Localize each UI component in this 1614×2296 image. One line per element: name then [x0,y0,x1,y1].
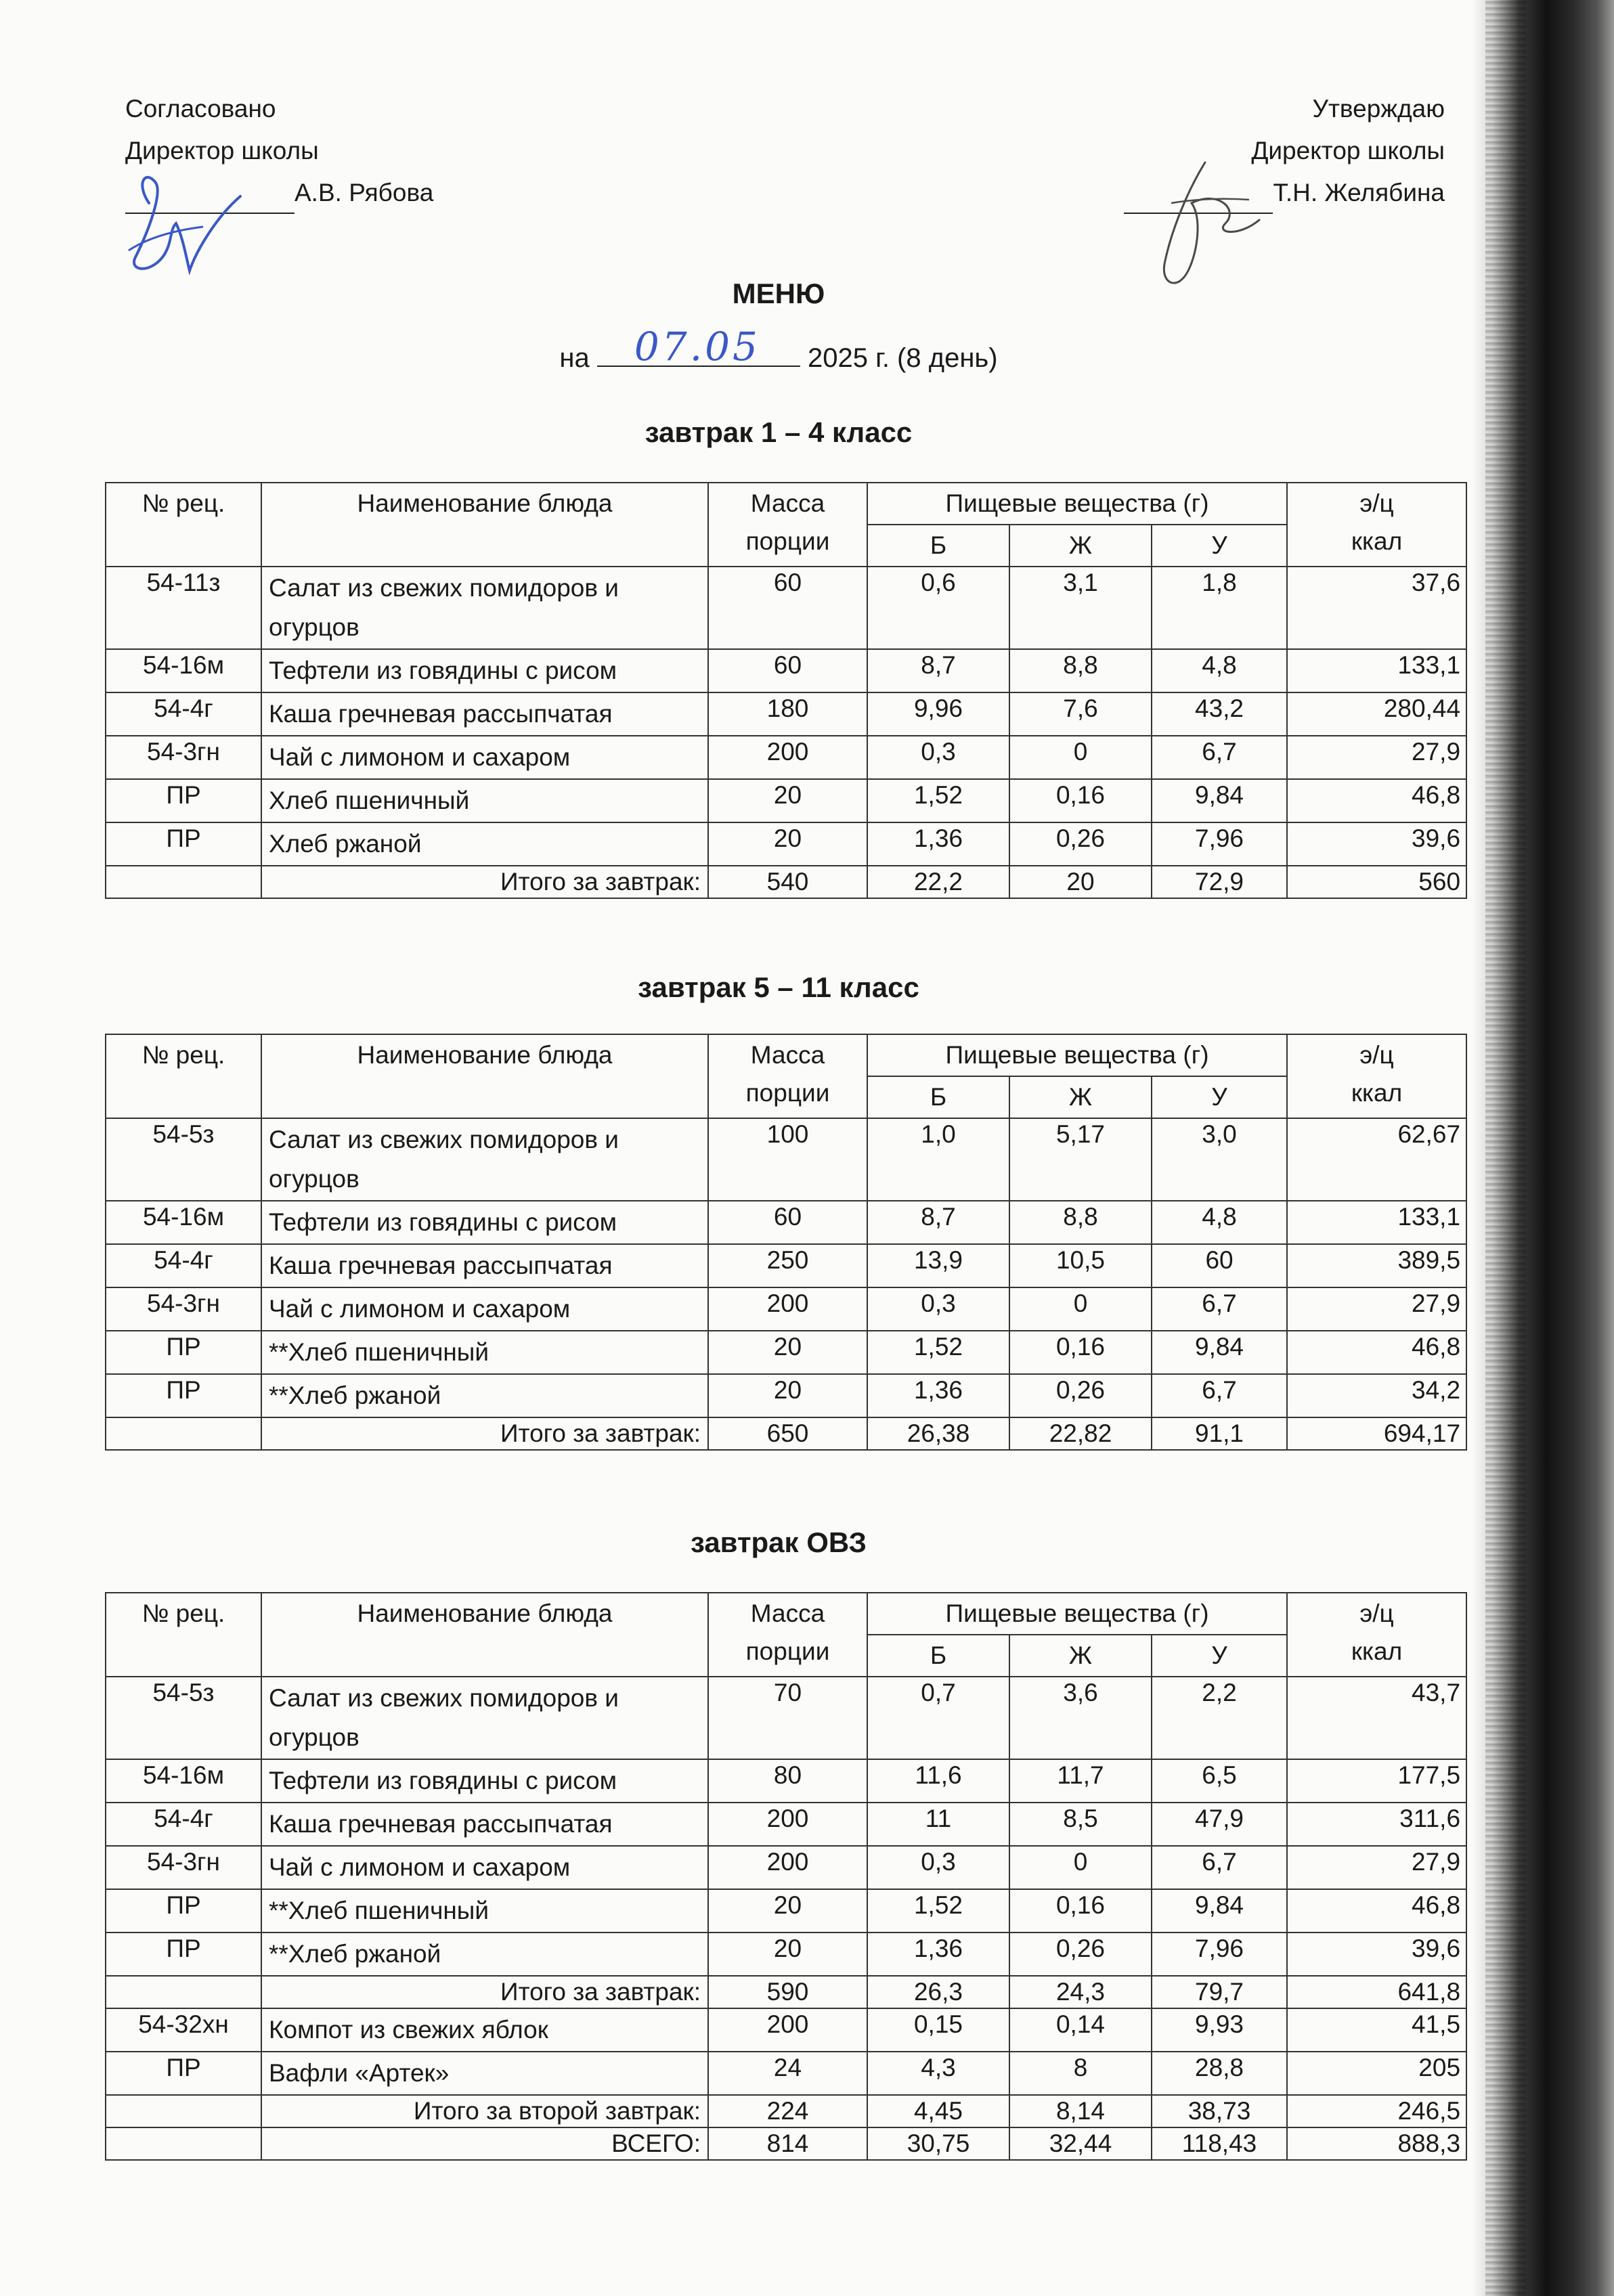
fats-value: 8,8 [1009,649,1152,692]
approval-left-name: А.В. Рябова [295,179,434,206]
header-energy-line1: э/ц [1359,1599,1394,1627]
total-mass: 540 [708,866,867,898]
header-recipe-number: № рец. [106,1593,261,1677]
portion-mass: 24 [708,2052,867,2095]
total-fats: 8,14 [1009,2095,1152,2127]
dish-name: Тефтели из говядины с рисом [261,1759,708,1803]
portion-mass: 20 [708,1374,867,1417]
header-portion-mass [708,1593,867,1677]
dish-name: Чай с лимоном и сахаром [261,1846,708,1889]
fats-value: 0,16 [1009,1331,1152,1374]
carbs-value: 9,84 [1152,1889,1287,1933]
recipe-number: ПР [106,1331,261,1374]
carbs-value: 4,8 [1152,1201,1287,1244]
energy-value: 311,6 [1287,1803,1466,1846]
dish-name: Салат из свежих помидоров и огурцов [261,1677,708,1759]
section-title-2: завтрак 5 – 11 класс [638,971,919,1003]
energy-value: 177,5 [1287,1759,1466,1803]
fats-value: 0,26 [1009,822,1152,866]
header-proteins: Б [867,525,1009,567]
energy-value: 133,1 [1287,1201,1466,1244]
recipe-number: ПР [106,822,261,866]
dish-name: **Хлеб пшеничный [261,1889,708,1933]
total-energy: 560 [1287,866,1466,898]
total-empty-cell [106,866,261,898]
total-mass: 224 [708,2095,867,2127]
menu-table-ovz [105,1592,1467,2161]
total-fats: 20 [1009,866,1152,898]
recipe-number: 54-11з [106,567,261,649]
proteins-value: 0,3 [867,736,1009,779]
header-dish-name: Наименование блюда [261,1034,708,1118]
total-proteins: 26,38 [867,1417,1009,1450]
proteins-value: 1,36 [867,1374,1009,1417]
date-handwritten: 07.05 [634,324,760,370]
total-proteins: 22,2 [867,866,1009,898]
date-suffix: 2025 г. (8 день) [808,343,998,373]
header-proteins: Б [867,1635,1009,1677]
proteins-value: 0,3 [867,1287,1009,1331]
proteins-value: 8,7 [867,1201,1009,1244]
energy-value: 27,9 [1287,736,1466,779]
fats-value: 0 [1009,1846,1152,1889]
table-row [106,1374,1466,1417]
portion-mass: 180 [708,692,867,736]
menu-table-grades-5-11 [105,1034,1467,1451]
table-row [106,2008,1466,2052]
total-mass: 650 [708,1417,867,1450]
table-row [106,1846,1466,1889]
carbs-value: 28,8 [1152,2052,1287,2095]
menu-table-grades-1-4 [105,482,1467,899]
carbs-value: 7,96 [1152,1933,1287,1976]
header-proteins: Б [867,1076,1009,1118]
proteins-value: 8,7 [867,649,1009,692]
energy-value: 39,6 [1287,822,1466,866]
portion-mass: 200 [708,736,867,779]
dish-name: **Хлеб пшеничный [261,1331,708,1374]
recipe-number: 54-4г [106,1244,261,1287]
dish-name: Чай с лимоном и сахаром [261,1287,708,1331]
header-energy [1287,483,1466,567]
table-row [106,1889,1466,1933]
portion-mass: 200 [708,1846,867,1889]
recipe-number: 54-16м [106,1201,261,1244]
table-row [106,1287,1466,1331]
dish-name: Каша гречневая рассыпчатая [261,1244,708,1287]
total-empty-cell [106,2095,261,2127]
header-fats: Ж [1009,1076,1152,1118]
proteins-value: 0,6 [867,567,1009,649]
header-energy-line2: ккал [1351,527,1403,555]
header-energy-line1: э/ц [1359,1041,1394,1069]
table-row [106,779,1466,822]
recipe-number: 54-4г [106,1803,261,1846]
energy-value: 46,8 [1287,1331,1466,1374]
table-row [106,649,1466,692]
total-proteins: 26,3 [867,1976,1009,2008]
header-fats: Ж [1009,525,1152,567]
total-energy: 694,17 [1287,1417,1466,1450]
proteins-value: 11 [867,1803,1009,1846]
energy-value: 46,8 [1287,779,1466,822]
table-row [106,1201,1466,1244]
total-fats: 22,82 [1009,1417,1152,1450]
carbs-value: 9,93 [1152,2008,1287,2052]
page-title: МЕНЮ [732,278,825,309]
table-row [106,567,1466,649]
energy-value: 41,5 [1287,2008,1466,2052]
total-carbs: 79,7 [1152,1976,1287,2008]
total-label: ВСЕГО: [261,2127,708,2160]
header-nutrients: Пищевые вещества (г) [867,1034,1287,1076]
dish-name: Чай с лимоном и сахаром [261,736,708,779]
total-carbs: 118,43 [1152,2127,1287,2160]
fats-value: 3,1 [1009,567,1152,649]
portion-mass: 20 [708,1889,867,1933]
total-energy: 246,5 [1287,2095,1466,2127]
total-label: Итого за завтрак: [261,1417,708,1450]
header-energy-line2: ккал [1351,1079,1403,1107]
approval-left-line2: Директор школы [125,137,319,164]
energy-value: 205 [1287,2052,1466,2095]
recipe-number: 54-3гн [106,1287,261,1331]
fats-value: 3,6 [1009,1677,1152,1759]
table-row [106,1118,1466,1201]
fats-value: 7,6 [1009,692,1152,736]
table-row [106,1803,1466,1846]
proteins-value: 0,7 [867,1677,1009,1759]
total-label: Итого за второй завтрак: [261,2095,708,2127]
dish-name: Салат из свежих помидоров и огурцов [261,567,708,649]
header-mass-line1: Масса [750,1041,825,1069]
total-empty-cell [106,1976,261,2008]
fats-value: 8,8 [1009,1201,1152,1244]
fats-value: 0,16 [1009,779,1152,822]
proteins-value: 1,52 [867,1331,1009,1374]
approval-left-line1: Согласовано [125,95,276,123]
table-header-row [106,1034,1466,1076]
header-dish-name: Наименование блюда [261,483,708,567]
proteins-value: 1,36 [867,822,1009,866]
total-empty-cell [106,2127,261,2160]
table-row [106,692,1466,736]
recipe-number: ПР [106,2052,261,2095]
carbs-value: 6,7 [1152,1846,1287,1889]
table-row [106,1331,1466,1374]
dish-name: Каша гречневая рассыпчатая [261,692,708,736]
menu-date [0,324,1557,374]
energy-value: 280,44 [1287,692,1466,736]
header-mass-line2: порции [745,1637,830,1665]
header-nutrients: Пищевые вещества (г) [867,483,1287,525]
total-label: Итого за завтрак: [261,866,708,898]
energy-value: 27,9 [1287,1846,1466,1889]
table-row [106,1759,1466,1803]
fats-value: 8,5 [1009,1803,1152,1846]
portion-mass: 250 [708,1244,867,1287]
header-carbs: У [1152,1076,1287,1118]
dish-name: **Хлеб ржаной [261,1933,708,1976]
date-prefix: на [559,343,590,373]
header-mass-line1: Масса [750,489,825,517]
dish-name: Хлеб пшеничный [261,779,708,822]
energy-value: 46,8 [1287,1889,1466,1933]
proteins-value: 9,96 [867,692,1009,736]
carbs-value: 9,84 [1152,779,1287,822]
carbs-value: 6,7 [1152,1287,1287,1331]
energy-value: 62,67 [1287,1118,1466,1201]
total-energy: 888,3 [1287,2127,1466,2160]
total-empty-cell [106,1417,261,1450]
recipe-number: 54-5з [106,1677,261,1759]
fats-value: 10,5 [1009,1244,1152,1287]
total-energy: 641,8 [1287,1976,1466,2008]
portion-mass: 200 [708,2008,867,2052]
header-fats: Ж [1009,1635,1152,1677]
proteins-value: 1,52 [867,1889,1009,1933]
energy-value: 39,6 [1287,1933,1466,1976]
dish-name: Каша гречневая рассыпчатая [261,1803,708,1846]
recipe-number: 54-16м [106,1759,261,1803]
table-row [106,1933,1466,1976]
portion-mass: 20 [708,779,867,822]
table-header-row [106,483,1466,525]
fats-value: 0 [1009,1287,1152,1331]
table-row [106,736,1466,779]
energy-value: 389,5 [1287,1244,1466,1287]
portion-mass: 200 [708,1287,867,1331]
total-carbs: 91,1 [1152,1417,1287,1450]
recipe-number: 54-3гн [106,736,261,779]
energy-value: 34,2 [1287,1374,1466,1417]
dish-name: Тефтели из говядины с рисом [261,1201,708,1244]
total-carbs: 38,73 [1152,2095,1287,2127]
dish-name: Тефтели из говядины с рисом [261,649,708,692]
header-energy-line2: ккал [1351,1637,1403,1665]
fats-value: 0,26 [1009,1933,1152,1976]
header-energy-line1: э/ц [1359,489,1394,517]
portion-mass: 200 [708,1803,867,1846]
header-carbs: У [1152,1635,1287,1677]
approval-right-line2: Директор школы [1251,137,1445,164]
total-mass: 814 [708,2127,867,2160]
total-fats: 24,3 [1009,1976,1152,2008]
total-label: Итого за завтрак: [261,1976,708,2008]
energy-value: 27,9 [1287,1287,1466,1331]
total-row [106,2127,1466,2160]
portion-mass: 20 [708,822,867,866]
carbs-value: 6,7 [1152,736,1287,779]
proteins-value: 11,6 [867,1759,1009,1803]
handwritten-signature-left [108,156,264,291]
total-row [106,1417,1466,1450]
recipe-number: 54-3гн [106,1846,261,1889]
header-recipe-number: № рец. [106,1034,261,1118]
header-mass-line2: порции [745,1079,830,1107]
energy-value: 133,1 [1287,649,1466,692]
fats-value: 5,17 [1009,1118,1152,1201]
proteins-value: 4,3 [867,2052,1009,2095]
total-mass: 590 [708,1976,867,2008]
approval-right-line1: Утверждаю [1312,95,1445,123]
table-header-row [106,1593,1466,1635]
dish-name: Хлеб ржаной [261,822,708,866]
approval-right-name: Т.Н. Желябина [1273,179,1445,206]
recipe-number: 54-4г [106,692,261,736]
carbs-value: 9,84 [1152,1331,1287,1374]
total-proteins: 30,75 [867,2127,1009,2160]
date-blank [597,324,800,370]
header-dish-name: Наименование блюда [261,1593,708,1677]
header-recipe-number: № рец. [106,483,261,567]
proteins-value: 1,52 [867,779,1009,822]
table-row [106,1677,1466,1759]
carbs-value: 1,8 [1152,567,1287,649]
header-carbs: У [1152,525,1287,567]
carbs-value: 7,96 [1152,822,1287,866]
portion-mass: 60 [708,1201,867,1244]
total-row [106,2095,1466,2127]
carbs-value: 4,8 [1152,649,1287,692]
energy-value: 43,7 [1287,1677,1466,1759]
carbs-value: 47,9 [1152,1803,1287,1846]
recipe-number: 54-5з [106,1118,261,1201]
carbs-value: 2,2 [1152,1677,1287,1759]
header-mass-line1: Масса [750,1599,825,1627]
fats-value: 0,14 [1009,2008,1152,2052]
proteins-value: 1,36 [867,1933,1009,1976]
dish-name: Компот из свежих яблок [261,2008,708,2052]
header-portion-mass [708,483,867,567]
table-row [106,822,1466,866]
fats-value: 0 [1009,736,1152,779]
portion-mass: 100 [708,1118,867,1201]
dish-name: Салат из свежих помидоров и огурцов [261,1118,708,1201]
total-fats: 32,44 [1009,2127,1152,2160]
total-proteins: 4,45 [867,2095,1009,2127]
fats-value: 0,16 [1009,1889,1152,1933]
carbs-value: 43,2 [1152,692,1287,736]
portion-mass: 80 [708,1759,867,1803]
header-mass-line2: порции [745,527,830,555]
section-title-3: завтрак ОВЗ [691,1526,867,1558]
proteins-value: 0,3 [867,1846,1009,1889]
portion-mass: 60 [708,567,867,649]
fats-value: 0,26 [1009,1374,1152,1417]
dish-name: **Хлеб ржаной [261,1374,708,1417]
header-energy [1287,1593,1466,1677]
table-row [106,2052,1466,2095]
header-portion-mass [708,1034,867,1118]
recipe-number: ПР [106,1374,261,1417]
portion-mass: 70 [708,1677,867,1759]
carbs-value: 6,7 [1152,1374,1287,1417]
carbs-value: 60 [1152,1244,1287,1287]
proteins-value: 1,0 [867,1118,1009,1201]
recipe-number: ПР [106,1933,261,1976]
portion-mass: 60 [708,649,867,692]
fats-value: 8 [1009,2052,1152,2095]
energy-value: 37,6 [1287,567,1466,649]
fats-value: 11,7 [1009,1759,1152,1803]
total-row [106,1976,1466,2008]
recipe-number: ПР [106,1889,261,1933]
dish-name: Вафли «Артек» [261,2052,708,2095]
proteins-value: 13,9 [867,1244,1009,1287]
carbs-value: 6,5 [1152,1759,1287,1803]
recipe-number: 54-32хн [106,2008,261,2052]
recipe-number: 54-16м [106,649,261,692]
portion-mass: 20 [708,1331,867,1374]
portion-mass: 20 [708,1933,867,1976]
header-nutrients: Пищевые вещества (г) [867,1593,1287,1635]
section-title-1: завтрак 1 – 4 класс [645,416,913,448]
recipe-number: ПР [106,779,261,822]
total-row [106,866,1466,898]
carbs-value: 3,0 [1152,1118,1287,1201]
table-row [106,1244,1466,1287]
total-carbs: 72,9 [1152,866,1287,898]
header-energy [1287,1034,1466,1118]
proteins-value: 0,15 [867,2008,1009,2052]
